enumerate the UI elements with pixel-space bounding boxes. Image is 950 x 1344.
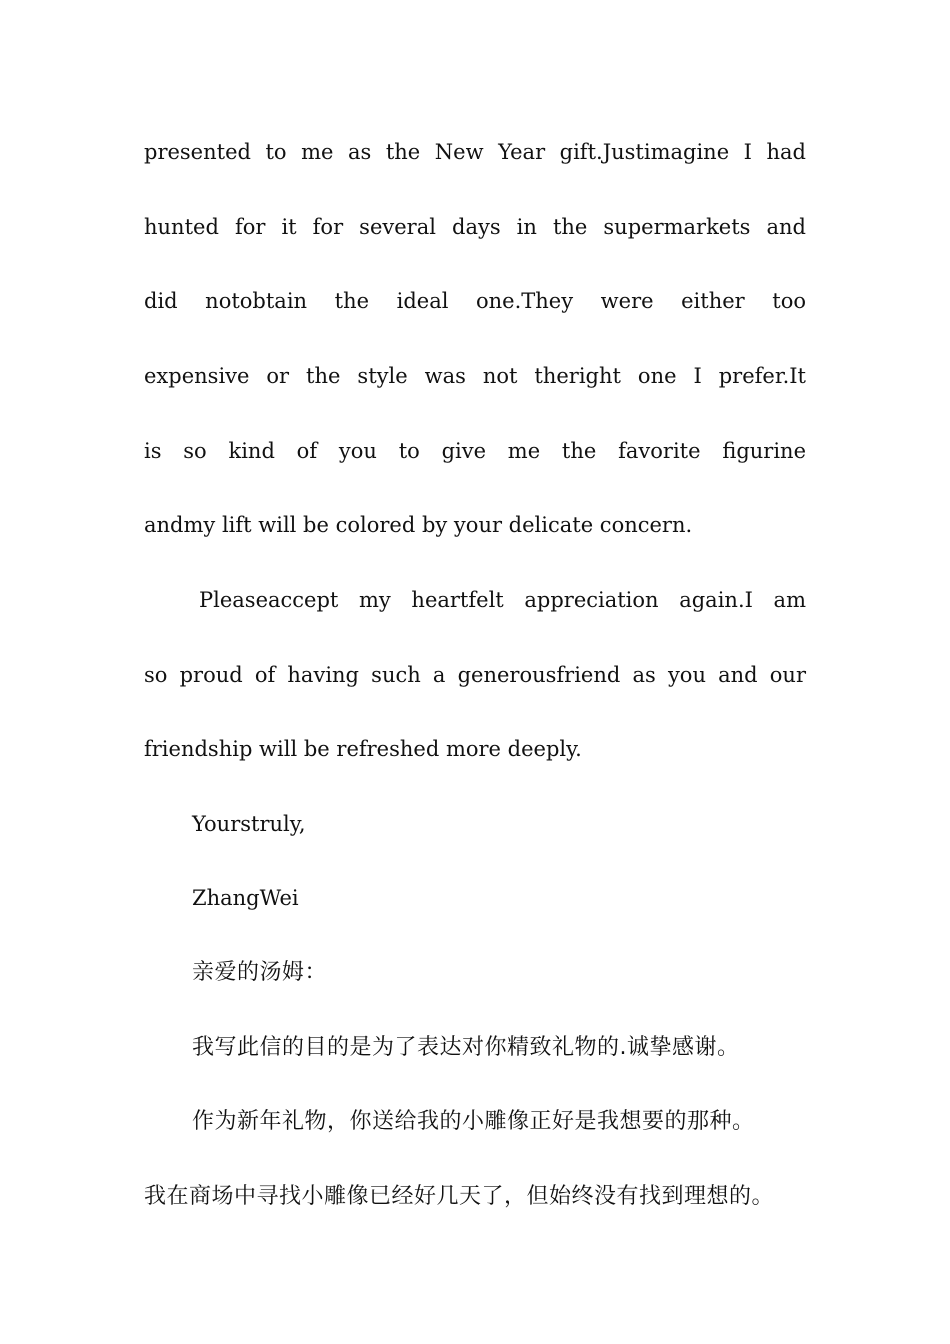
body-line-6: andmy lift will be colored by your delicate concern.	[144, 513, 693, 537]
body-line-5: is so kind of you to give me the favorite figurine	[144, 439, 806, 463]
closing-paragraph-line-3: friendship will be refreshed more deeply.	[144, 737, 582, 761]
body-line-4: expensive or the style was not theright one I prefer.It	[144, 364, 806, 388]
signature-name: ZhangWei	[192, 886, 299, 910]
complimentary-close: Yourstruly,	[192, 812, 306, 836]
closing-paragraph-line-1: Pleaseaccept my heartfelt appreciation again.I am	[199, 588, 806, 612]
body-line-1: presented to me as the New Year gift.Justimagine I had	[144, 140, 806, 164]
chinese-paragraph-2-line-2: 我在商场中寻找小雕像已经好几天了，但始终没有找到理想的。	[144, 1184, 775, 1209]
chinese-paragraph-1: 我写此信的目的是为了表达对你精致礼物的.诚挚感谢。	[192, 1035, 740, 1060]
chinese-salutation: 亲爱的汤姆：	[192, 960, 328, 985]
body-line-3: did notobtain the ideal one.They were either too	[144, 289, 806, 313]
body-line-2: hunted for it for several days in the supermarkets and	[144, 215, 806, 239]
chinese-paragraph-2-line-1: 作为新年礼物，你送给我的小雕像正好是我想要的那种。	[192, 1109, 755, 1134]
closing-paragraph-line-2: so proud of having such a generousfriend as you and our	[144, 663, 806, 687]
